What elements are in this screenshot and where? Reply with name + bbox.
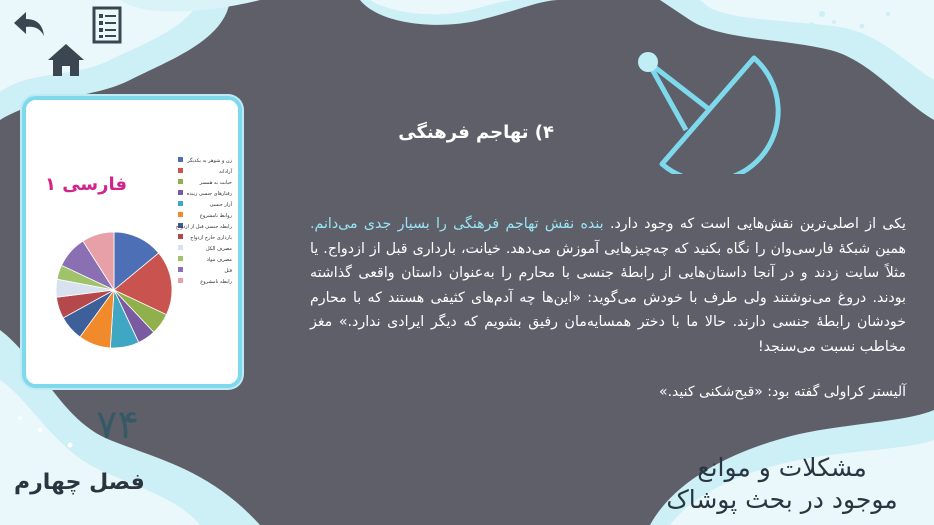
pie-slices [56, 232, 172, 348]
list-menu-icon[interactable] [92, 6, 122, 44]
legend-swatch [178, 256, 183, 261]
legend-swatch [178, 212, 183, 217]
thumbnail-pie-chart [26, 100, 238, 384]
chapter-label: فصل چهارم [14, 470, 145, 495]
footer-line-2: موجود در بحث پوشاک [666, 485, 898, 514]
satellite-dish-icon [628, 44, 788, 174]
home-icon[interactable] [46, 42, 86, 78]
paragraph-highlight: بنده نقش تهاجم فرهنگی را بسیار جدی می‌دانم. [310, 216, 604, 232]
legend-swatch [178, 179, 183, 184]
paragraph-rest: همین شبکهٔ فارسی‌وان را نگاه بکنید که چه‌چیزهایی آموزش می‌دهد. خیانت، بارداری قبل از ازدواج. یا مثلاً سایت زدند و در آنجا داستان‌هایی از رابطهٔ جنسی با محارم را به‌عنوان داستان واقعی گذاشته بودند. دروغ می‌نوشتند ولی طرف با خودش می‌گوید: «این‌ها چه آدم‌های کثیفی هستند که با محارم خودشان رابطهٔ جنسی دارند. حالا ما با دختر همسایه‌مان رفیق بشویم که دیگر ایرادی ندارد.» مغز مخاطب نسبت می‌سنجد! [310, 240, 906, 355]
legend-swatch [178, 267, 183, 272]
legend-label: روابط نامشروع [199, 213, 232, 219]
legend-swatch [178, 157, 183, 162]
body-paragraph [310, 212, 906, 359]
legend-label: آزادانه [219, 169, 232, 175]
legend-label: مصرف الکل [205, 246, 232, 252]
footer-title [652, 452, 912, 516]
farsi1-logo: فارسی ۱ [44, 174, 128, 195]
legend-swatch [178, 245, 183, 250]
legend-label: قتل [224, 268, 232, 274]
legend-label: رابطه جنسی قبل از ازدواج [175, 224, 232, 230]
page-number: ۷۴ [96, 402, 139, 448]
legend-swatch [178, 190, 183, 195]
legend-label: بارداری خارج ازدواج [190, 235, 232, 241]
back-arrow-icon[interactable] [8, 8, 48, 40]
quote-line: آلیستر کراولی گفته بود: «قبح‌شکنی کنید.» [659, 384, 906, 400]
legend-swatch [178, 234, 183, 239]
legend-swatch [178, 201, 183, 206]
legend-label: مصرف مواد [206, 257, 232, 263]
section-title: ۴) تهاجم فرهنگی [398, 122, 554, 143]
article-thumbnail [22, 96, 242, 388]
legend-label: خیانت به همسر [199, 180, 232, 186]
paragraph-start: یکی از اصلی‌ترین نقش‌هایی است که وجود دارد. [603, 216, 906, 232]
footer-line-1: مشکلات و موانع [697, 453, 867, 482]
legend-label: رابطه نامشروع [200, 279, 232, 285]
legend-swatch [178, 168, 183, 173]
legend-label: آزار جنسی [209, 202, 232, 208]
legend-label: زن و شوهر به یکدیگر [187, 158, 232, 164]
legend-label: رفتارهای جنسی زننده [186, 191, 232, 197]
legend-swatch [178, 278, 183, 283]
